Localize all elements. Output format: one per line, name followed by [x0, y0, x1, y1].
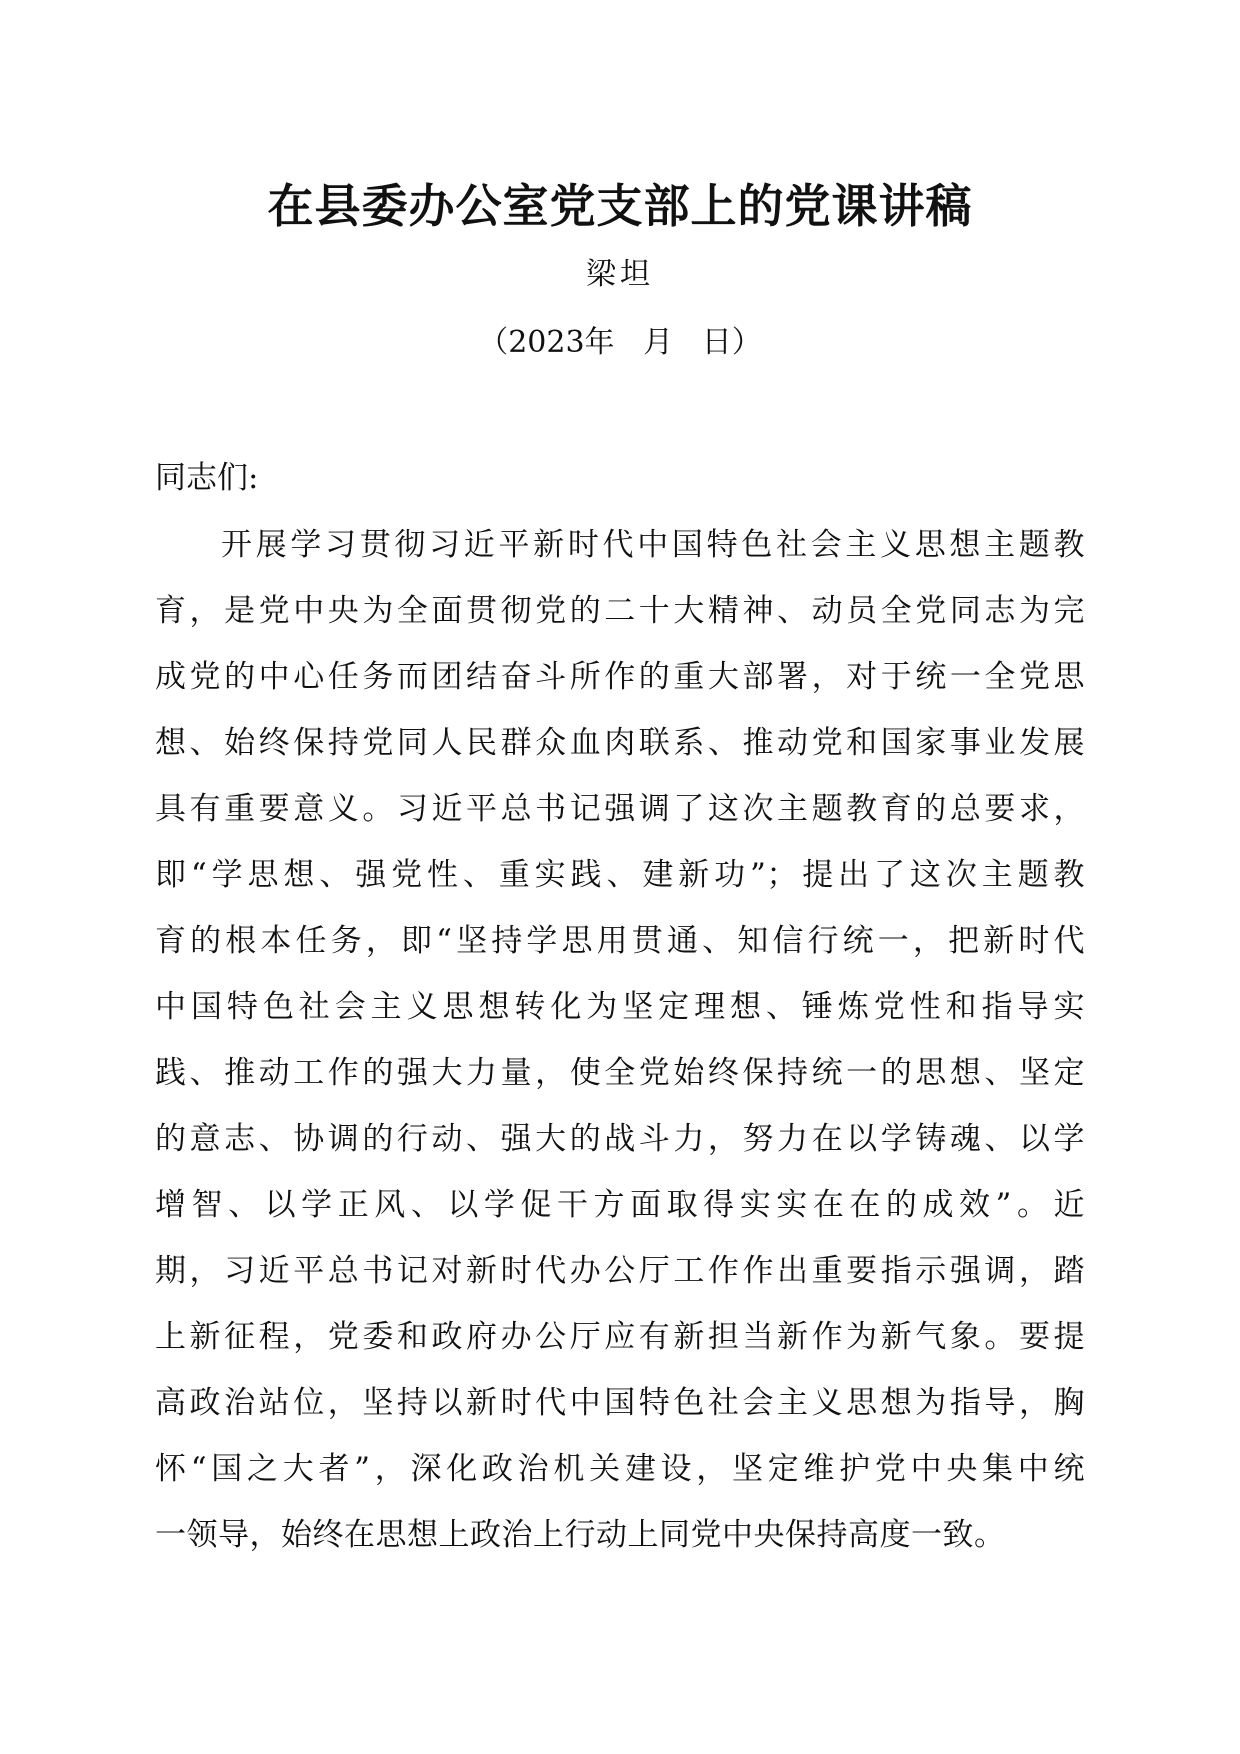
- paragraph-line: 增智、以学正风、以学促干方面取得实实在在的成效”。近: [155, 1187, 1085, 1223]
- paragraph-line: 的意志、协调的行动、强大的战斗力，努力在以学铸魂、以学: [155, 1121, 1085, 1157]
- paragraph-line: 成党的中心任务而团结奋斗所作的重大部署，对于统一全党思: [155, 659, 1085, 695]
- paragraph-line: 上新征程，党委和政府办公厅应有新担当新作为新气象。要提: [155, 1319, 1085, 1355]
- paragraph-line: 育的根本任务，即“坚持学思用贯通、知信行统一，把新时代: [155, 923, 1085, 959]
- paragraph-line: 一领导，始终在思想上政治上行动上同党中央保持高度一致。: [155, 1517, 1006, 1553]
- paragraph-line: 育，是党中央为全面贯彻党的二十大精神、动员全党同志为完: [155, 593, 1085, 629]
- paragraph-line: 高政治站位，坚持以新时代中国特色社会主义思想为指导，胸: [155, 1385, 1085, 1421]
- paragraph-line: 践、推动工作的强大力量，使全党始终保持统一的思想、坚定: [155, 1055, 1085, 1091]
- document-title: 在县委办公室党支部上的党课讲稿: [267, 179, 973, 233]
- paragraph-line: 即“学思想、强党性、重实践、建新功”；提出了这次主题教: [155, 857, 1085, 893]
- paragraph-line: 期，习近平总书记对新时代办公厅工作作出重要指示强调，踏: [155, 1253, 1085, 1289]
- paragraph-line: 中国特色社会主义思想转化为坚定理想、锤炼党性和指导实: [155, 989, 1085, 1025]
- paragraph-line: 想、始终保持党同人民群众血肉联系、推动党和国家事业发展: [155, 725, 1085, 761]
- paragraph-line: 怀“国之大者”，深化政治机关建设，坚定维护党中央集中统: [155, 1451, 1085, 1487]
- paragraph-line: 具有重要意义。习近平总书记强调了这次主题教育的总要求，: [155, 791, 1085, 827]
- paragraph-line: 开展学习贯彻习近平新时代中国特色社会主义思想主题教: [221, 527, 1085, 563]
- salutation: 同志们:: [155, 460, 259, 496]
- body-paragraph: [155, 512, 1085, 1568]
- date-line: （2023年 月 日）: [478, 325, 762, 360]
- author-name: 梁坦: [586, 257, 654, 292]
